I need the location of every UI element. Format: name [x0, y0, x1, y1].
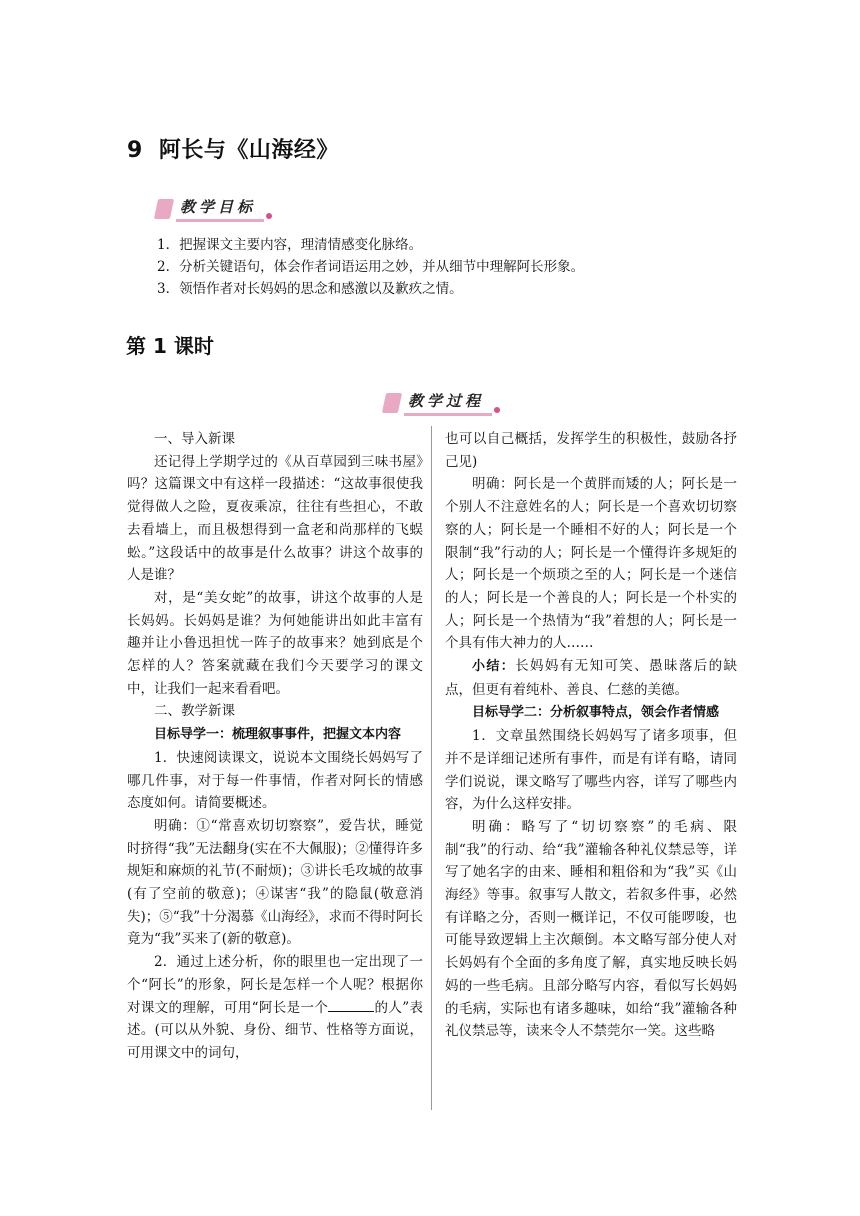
objective-heading-text: 目标导学一：梳理叙事事件，把握文本内容 — [154, 727, 402, 743]
section-heading: 二、教学新课 — [154, 703, 235, 720]
objective-heading-text: 目标导学二：分析叙事特点，领会作者情感 — [472, 705, 720, 721]
banner-tab-icon — [382, 393, 402, 413]
column-divider — [431, 426, 432, 1110]
goal-item: 3．领悟作者对长妈妈的思念和感激以及歉疚之情。 — [157, 281, 463, 297]
summary-paragraph — [445, 655, 737, 701]
left-column — [127, 428, 423, 1065]
process-banner — [384, 390, 500, 416]
question-paragraph: 1．文章虽然围绕长妈妈写了诸多项事，但并不是详细记述所有事件，而是有详有略，请同学们说说，课文略写了哪些内容，详写了哪些内容，为什么这样安排。 — [445, 728, 737, 813]
answer-paragraph: 明确：①“常喜欢切切察察”，爱告状，睡觉时挤得“我”无法翻身(实在不大佩服)；②懂得许多规矩和麻烦的礼节(不耐烦)；③讲长毛攻城的故事(有了空前的敬意)；④谋害“我”的隐鼠(敬意消失)；⑤“我”十分渴慕《山海经》，求而不得时阿长竟为“我”买来了(新的敬意)。 — [127, 817, 423, 948]
process-banner-label: 教学过程 — [404, 390, 492, 416]
goals-list — [157, 234, 584, 300]
goal-item: 1．把握课文主要内容，理清情感变化脉络。 — [157, 237, 423, 253]
objective-heading — [445, 701, 737, 725]
paragraph: 也可以自己概括，发挥学生的积极性，鼓励各抒己见) — [445, 431, 737, 470]
banner-dot-icon — [494, 407, 500, 413]
summary-text: 长妈妈有无知可笑、愚昧落后的缺点，但更有着纯朴、善良、仁慈的美德。 — [445, 658, 737, 698]
fill-in-blank — [328, 997, 374, 1012]
question-paragraph — [127, 951, 423, 1065]
period-heading: 第 1 课时 — [126, 334, 214, 358]
question-paragraph: 1．快速阅读课文，说说本文围绕长妈妈写了哪几件事，对于每一件事情，作者对阿长的情感态度如何。请简要概述。 — [127, 749, 423, 812]
lesson-number: 9 — [127, 138, 143, 163]
answer-paragraph: 明确：略写了“切切察察”的毛病、限制“我”的行动、给“我”灌输各种礼仪禁忌等，详写了她名字的由来、睡相和粗俗和为“我”买《山海经》等事。叙事写人散文，若叙多件事，必然有详略之分，否则一概详记，不仅可能啰唆，也可能导致逻辑上主次颠倒。本文略写部分使人对长妈妈有个全面的多角度了解，真实地反映长妈妈的一些毛病。且部分略写内容，看似写长妈妈的毛病，实际也有诸多趣味，如给“我”灌输各种礼仪禁忌等，读来令人不禁莞尔一笑。这些略 — [445, 818, 737, 1040]
lesson-title-text: 阿长与《山海经》 — [158, 138, 339, 163]
answer-paragraph: 明确：阿长是一个黄胖而矮的人；阿长是一个别人不注意姓名的人；阿长是一个喜欢切切察察的人；阿长是一个睡相不好的人；阿长是一个限制“我”行动的人；阿长是一个懂得许多规矩的人；阿长是一个烦琐之至的人；阿长是一个迷信的人；阿长是一个善良的人；阿长是一个朴实的人；阿长是一个热情为“我”着想的人；阿长是一个具有伟大神力的人…… — [445, 476, 737, 652]
question-text-b: 的人”表述。(可以从外貌、身份、细节、性格等方面说，可用课文中的词句， — [127, 999, 423, 1061]
goal-item: 2．分析关键语句，体会作者词语运用之妙，并从细节中理解阿长形象。 — [157, 259, 585, 275]
goals-banner-label: 教学目标 — [176, 196, 264, 222]
objective-heading — [127, 723, 423, 747]
banner-tab-icon — [154, 199, 174, 219]
paragraph: 还记得上学期学过的《从百草园到三味书屋》吗？这篇课文中有这样一段描述：“这故事很使我觉得做人之险，夏夜乘凉，往往有些担心，不敢去看墙上，而且极想得到一盒老和尚那样的飞蜈蚣。”这段话中的故事是什么故事？讲这个故事的人是谁？ — [127, 453, 423, 584]
paragraph: 对，是“美女蛇”的故事，讲这个故事的人是长妈妈。长妈妈是谁？为何她能讲出如此丰富有趣并让小鲁迅担忧一阵子的故事来？她到底是个怎样的人？答案就藏在我们今天要学习的课文中，让我们一起来看看吧。 — [127, 589, 423, 697]
goals-banner — [156, 196, 272, 222]
question-text-a: 2．通过上述分析，你的眼里也一定出现了一个“阿长”的形象，阿长是怎样一个人呢？根据你对课文的理解，可用“阿长是一个 — [127, 954, 423, 1016]
lesson-title — [127, 133, 339, 164]
section-heading: 一、导入新课 — [154, 431, 235, 447]
right-column — [445, 428, 737, 1043]
banner-dot-icon — [266, 213, 272, 219]
summary-label: 小结： — [472, 659, 516, 675]
